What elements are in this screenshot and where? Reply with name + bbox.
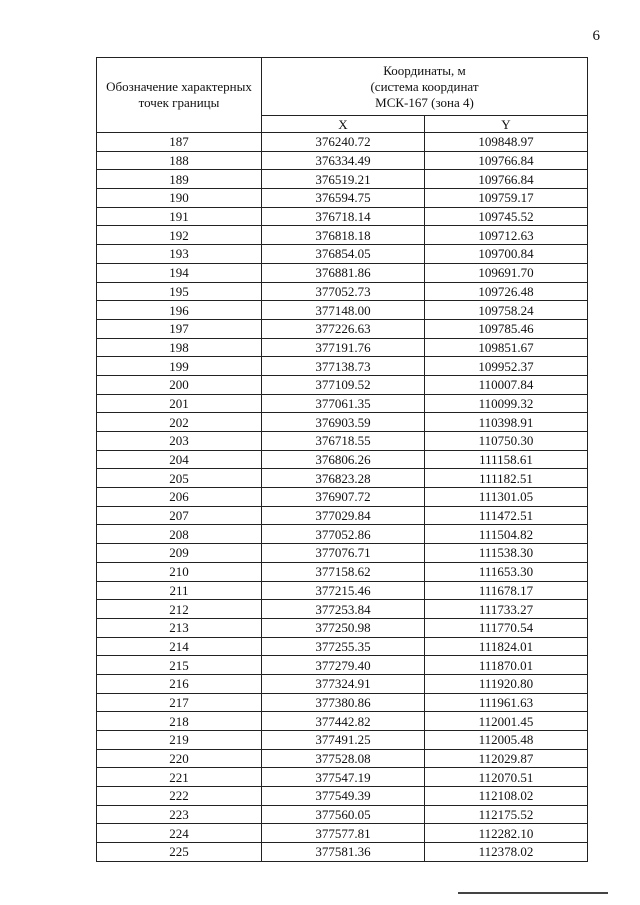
y-coordinate-cell: 110007.84 xyxy=(425,375,588,394)
table-row xyxy=(97,338,588,357)
point-number-cell: 202 xyxy=(97,413,262,432)
y-coordinate-cell: 109766.84 xyxy=(425,151,588,170)
table-row xyxy=(97,226,588,245)
x-coordinate-cell: 377547.19 xyxy=(262,768,425,787)
table-row xyxy=(97,133,588,152)
y-coordinate-cell: 112070.51 xyxy=(425,768,588,787)
y-coordinate-cell: 110099.32 xyxy=(425,394,588,413)
table-row xyxy=(97,432,588,451)
x-coordinate-cell: 377215.46 xyxy=(262,581,425,600)
y-coordinate-cell: 112108.02 xyxy=(425,787,588,806)
table-row xyxy=(97,189,588,208)
table-row xyxy=(97,469,588,488)
x-coordinate-cell: 377250.98 xyxy=(262,618,425,637)
point-number-cell: 189 xyxy=(97,170,262,189)
table-row xyxy=(97,207,588,226)
x-column-header: X xyxy=(262,116,425,133)
x-coordinate-cell: 376806.26 xyxy=(262,450,425,469)
point-number-cell: 220 xyxy=(97,749,262,768)
point-number-cell: 206 xyxy=(97,488,262,507)
x-coordinate-cell: 377029.84 xyxy=(262,506,425,525)
point-number-cell: 219 xyxy=(97,731,262,750)
point-number-cell: 211 xyxy=(97,581,262,600)
table-row xyxy=(97,581,588,600)
point-number-cell: 224 xyxy=(97,824,262,843)
x-coordinate-cell: 376823.28 xyxy=(262,469,425,488)
y-coordinate-cell: 109952.37 xyxy=(425,357,588,376)
point-number-cell: 192 xyxy=(97,226,262,245)
table-row xyxy=(97,263,588,282)
x-coordinate-cell: 376718.14 xyxy=(262,207,425,226)
table-header-row xyxy=(97,58,588,116)
point-number-cell: 223 xyxy=(97,805,262,824)
point-number-cell: 218 xyxy=(97,712,262,731)
point-number-cell: 194 xyxy=(97,263,262,282)
x-coordinate-cell: 377549.39 xyxy=(262,787,425,806)
table-row xyxy=(97,768,588,787)
table-row xyxy=(97,506,588,525)
coordinates-header-line3: МСК-167 (зона 4) xyxy=(375,94,474,110)
table-row xyxy=(97,731,588,750)
x-coordinate-cell: 377061.35 xyxy=(262,394,425,413)
y-coordinate-cell: 112282.10 xyxy=(425,824,588,843)
table-body xyxy=(97,133,588,862)
x-coordinate-cell: 377255.35 xyxy=(262,637,425,656)
table-row xyxy=(97,488,588,507)
y-coordinate-cell: 111733.27 xyxy=(425,600,588,619)
x-coordinate-cell: 377052.73 xyxy=(262,282,425,301)
x-coordinate-cell: 376240.72 xyxy=(262,133,425,152)
table-row xyxy=(97,749,588,768)
y-coordinate-cell: 112001.45 xyxy=(425,712,588,731)
point-number-cell: 188 xyxy=(97,151,262,170)
point-number-cell: 217 xyxy=(97,693,262,712)
x-coordinate-cell: 377442.82 xyxy=(262,712,425,731)
table-row xyxy=(97,600,588,619)
y-coordinate-cell: 111158.61 xyxy=(425,450,588,469)
point-number-cell: 213 xyxy=(97,618,262,637)
y-coordinate-cell: 112005.48 xyxy=(425,731,588,750)
table-row xyxy=(97,282,588,301)
x-coordinate-cell: 377052.86 xyxy=(262,525,425,544)
x-coordinate-cell: 376519.21 xyxy=(262,170,425,189)
table-row xyxy=(97,544,588,563)
table-row xyxy=(97,637,588,656)
x-coordinate-cell: 376334.49 xyxy=(262,151,425,170)
table-row xyxy=(97,525,588,544)
y-coordinate-cell: 109726.48 xyxy=(425,282,588,301)
x-coordinate-cell: 377380.86 xyxy=(262,693,425,712)
point-number-cell: 203 xyxy=(97,432,262,451)
coordinates-table xyxy=(96,57,588,862)
point-number-cell: 207 xyxy=(97,506,262,525)
point-number-cell: 193 xyxy=(97,245,262,264)
point-number-cell: 222 xyxy=(97,787,262,806)
x-coordinate-cell: 377076.71 xyxy=(262,544,425,563)
y-coordinate-cell: 111653.30 xyxy=(425,562,588,581)
table-row xyxy=(97,151,588,170)
y-coordinate-cell: 111472.51 xyxy=(425,506,588,525)
point-number-cell: 205 xyxy=(97,469,262,488)
x-coordinate-cell: 377577.81 xyxy=(262,824,425,843)
y-coordinate-cell: 112029.87 xyxy=(425,749,588,768)
y-coordinate-cell: 111182.51 xyxy=(425,469,588,488)
y-coordinate-cell: 112175.52 xyxy=(425,805,588,824)
point-number-cell: 214 xyxy=(97,637,262,656)
x-coordinate-cell: 377158.62 xyxy=(262,562,425,581)
point-number-cell: 201 xyxy=(97,394,262,413)
table-row xyxy=(97,656,588,675)
point-number-cell: 190 xyxy=(97,189,262,208)
table-row xyxy=(97,301,588,320)
y-coordinate-cell: 109785.46 xyxy=(425,319,588,338)
table-row xyxy=(97,357,588,376)
points-column-header: Обозначение характерных точек границы xyxy=(97,58,262,133)
y-coordinate-cell: 109766.84 xyxy=(425,170,588,189)
pen-stroke xyxy=(458,892,608,894)
x-coordinate-cell: 377528.08 xyxy=(262,749,425,768)
table-row xyxy=(97,618,588,637)
x-coordinate-cell: 376907.72 xyxy=(262,488,425,507)
y-coordinate-cell: 110398.91 xyxy=(425,413,588,432)
point-number-cell: 210 xyxy=(97,562,262,581)
table-row xyxy=(97,245,588,264)
x-coordinate-cell: 377324.91 xyxy=(262,674,425,693)
point-number-cell: 209 xyxy=(97,544,262,563)
table-row xyxy=(97,394,588,413)
y-coordinate-cell: 111961.63 xyxy=(425,693,588,712)
y-coordinate-cell: 111920.80 xyxy=(425,674,588,693)
y-coordinate-cell: 109712.63 xyxy=(425,226,588,245)
x-coordinate-cell: 377191.76 xyxy=(262,338,425,357)
y-coordinate-cell: 112378.02 xyxy=(425,843,588,862)
point-number-cell: 195 xyxy=(97,282,262,301)
table-row xyxy=(97,562,588,581)
table-row xyxy=(97,787,588,806)
y-coordinate-cell: 111824.01 xyxy=(425,637,588,656)
x-coordinate-cell: 377253.84 xyxy=(262,600,425,619)
point-number-cell: 198 xyxy=(97,338,262,357)
y-coordinate-cell: 111504.82 xyxy=(425,525,588,544)
y-coordinate-cell: 111770.54 xyxy=(425,618,588,637)
x-coordinate-cell: 377148.00 xyxy=(262,301,425,320)
x-coordinate-cell: 377109.52 xyxy=(262,375,425,394)
table-row xyxy=(97,319,588,338)
table-row xyxy=(97,450,588,469)
point-number-cell: 196 xyxy=(97,301,262,320)
table-row xyxy=(97,170,588,189)
x-coordinate-cell: 376718.55 xyxy=(262,432,425,451)
x-coordinate-cell: 377560.05 xyxy=(262,805,425,824)
x-coordinate-cell: 376881.86 xyxy=(262,263,425,282)
page-number: 6 xyxy=(592,28,600,44)
x-coordinate-cell: 376903.59 xyxy=(262,413,425,432)
x-coordinate-cell: 376854.05 xyxy=(262,245,425,264)
point-number-cell: 199 xyxy=(97,357,262,376)
point-number-cell: 212 xyxy=(97,600,262,619)
y-coordinate-cell: 109851.67 xyxy=(425,338,588,357)
point-number-cell: 221 xyxy=(97,768,262,787)
x-coordinate-cell: 377279.40 xyxy=(262,656,425,675)
y-coordinate-cell: 110750.30 xyxy=(425,432,588,451)
table-row xyxy=(97,674,588,693)
table-row xyxy=(97,712,588,731)
y-coordinate-cell: 111678.17 xyxy=(425,581,588,600)
x-coordinate-cell: 377581.36 xyxy=(262,843,425,862)
table-row xyxy=(97,693,588,712)
point-number-cell: 200 xyxy=(97,375,262,394)
y-coordinate-cell: 111870.01 xyxy=(425,656,588,675)
table-row xyxy=(97,805,588,824)
point-number-cell: 208 xyxy=(97,525,262,544)
point-number-cell: 216 xyxy=(97,674,262,693)
y-coordinate-cell: 109745.52 xyxy=(425,207,588,226)
y-coordinate-cell: 109691.70 xyxy=(425,263,588,282)
coordinates-column-header xyxy=(262,58,588,116)
point-number-cell: 191 xyxy=(97,207,262,226)
x-coordinate-cell: 376818.18 xyxy=(262,226,425,245)
y-coordinate-cell: 109700.84 xyxy=(425,245,588,264)
coordinates-header-line2: (система координат xyxy=(370,78,479,94)
point-number-cell: 187 xyxy=(97,133,262,152)
point-number-cell: 197 xyxy=(97,319,262,338)
y-coordinate-cell: 109758.24 xyxy=(425,301,588,320)
coordinates-header-line1: Координаты, м xyxy=(383,62,466,78)
x-coordinate-cell: 377491.25 xyxy=(262,731,425,750)
table-row xyxy=(97,375,588,394)
y-column-header: Y xyxy=(425,116,588,133)
table-row xyxy=(97,843,588,862)
x-coordinate-cell: 377226.63 xyxy=(262,319,425,338)
point-number-cell: 215 xyxy=(97,656,262,675)
y-coordinate-cell: 111538.30 xyxy=(425,544,588,563)
x-coordinate-cell: 377138.73 xyxy=(262,357,425,376)
table-row xyxy=(97,824,588,843)
y-coordinate-cell: 109759.17 xyxy=(425,189,588,208)
point-number-cell: 225 xyxy=(97,843,262,862)
x-coordinate-cell: 376594.75 xyxy=(262,189,425,208)
point-number-cell: 204 xyxy=(97,450,262,469)
table-row xyxy=(97,413,588,432)
y-coordinate-cell: 109848.97 xyxy=(425,133,588,152)
y-coordinate-cell: 111301.05 xyxy=(425,488,588,507)
